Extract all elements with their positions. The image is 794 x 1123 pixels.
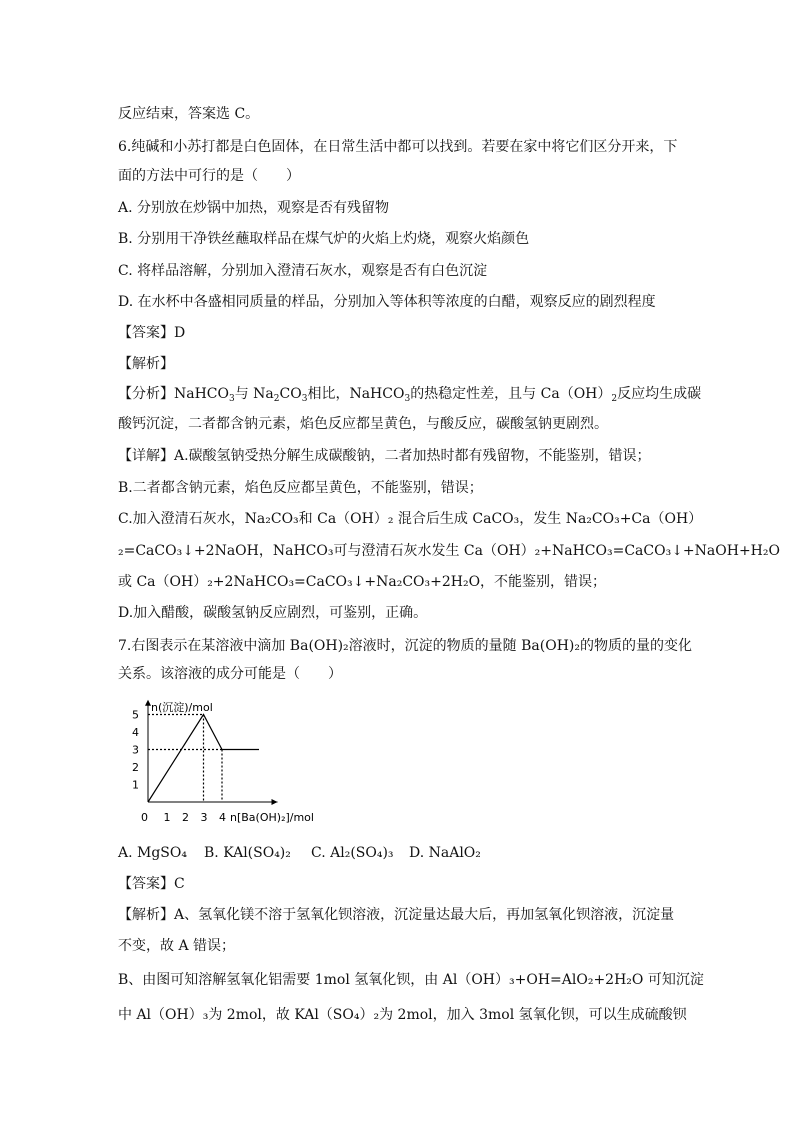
analysis-6-line-2: 酸钙沉淀，二者都含钠元素，焰色反应都呈黄色，与酸反应，碳酸氢钠更剧烈。 — [118, 416, 608, 432]
analysis-6-heading: 【解析】 — [118, 356, 174, 372]
detail-6-b: B.二者都含钠元素，焰色反应都呈黄色，不能鉴别，错误； — [118, 480, 483, 496]
option-7-c: C. Al₂(SO₄)₃ — [311, 845, 394, 861]
detail-6-c-cont-2: 或 Ca（OH）₂+2NaHCO₃=CaCO₃↓+Na₂CO₃+2H₂O，不能鉴别，错误； — [118, 574, 607, 590]
text-line: 反应结束，答案选 C。 — [118, 106, 260, 122]
x-tick-label: 3 — [200, 811, 208, 824]
option-7-a: A. MgSO₄ — [118, 845, 187, 861]
option-7-d: D. NaAlO₂ — [409, 845, 481, 861]
analysis-6-line-1: 【分析】NaHCO$_3$与 $Na_2CO_3$相比，NaHCO$_3$的热稳定性差，且与 $Ca(OH)_2$反应均生成碳 — [118, 386, 702, 404]
question-6-stem-cont: 面的方法中可行的是（ ） — [118, 168, 300, 184]
detail-6-d: D.加入醋酸，碳酸氢钠反应剧烈，可鉴别，正确。 — [118, 605, 428, 621]
y-axis-label: n(沉淀)/mol — [151, 701, 213, 714]
x-tick-label: 2 — [182, 811, 189, 824]
analysis-7-a: 【解析】A、氢氧化镁不溶于氢氧化钡溶液，沉淀量达最大后，再加氢氧化钡溶液，沉淀量 — [118, 907, 675, 923]
option-a: A. 分别放在炒锅中加热，观察是否有残留物 — [118, 200, 390, 216]
option-d: D. 在水杯中各盛相同质量的样品，分别加入等体积等浓度的白醋，观察反应的剧烈程度 — [118, 294, 656, 310]
y-tick-label: 5 — [132, 708, 139, 722]
y-tick-label: 1 — [132, 778, 139, 792]
detail-6-c: C.加入澄清石灰水，Na₂CO₃和 Ca（OH）₂ 混合后生成 CaCO₃，发生 Na₂CO₃+Ca（OH） — [118, 511, 703, 527]
x-tick-label: 1 — [163, 811, 171, 824]
option-7-b: B. KAl(SO₄)₂ — [204, 845, 291, 861]
option-c: C. 将样品溶解，分别加入澄清石灰水，观察是否有白色沉淀 — [118, 263, 488, 279]
question-6-stem: 6.纯碱和小苏打都是白色固体，在日常生活中都可以找到。若要在家中将它们区分开来，下 — [118, 139, 678, 155]
question-7-stem: 7.右图表示在某溶液中滴加 Ba(OH)₂溶液时，沉淀的物质的量随 Ba(OH)₂的物质的量的变化 — [118, 638, 692, 654]
answer-7: 【答案】C — [118, 876, 185, 892]
y-tick-label: 3 — [132, 743, 139, 757]
detail-6-c-cont: ₂=CaCO₃↓+2NaOH，NaHCO₃可与澄清石灰水发生 Ca（OH）₂+NaHCO₃=CaCO₃↓+NaOH+H₂O — [118, 543, 780, 559]
x-tick-label: 4 — [219, 811, 226, 824]
question-7-options — [118, 843, 481, 863]
y-tick-label: 2 — [132, 761, 139, 774]
analysis-7-a-cont: 不变，故 A 错误； — [118, 938, 236, 954]
answer-6: 【答案】D — [118, 325, 186, 341]
precipitate-chart — [118, 697, 348, 827]
x-tick-label: 0 — [141, 811, 148, 824]
analysis-7-b: B、由图可知溶解氢氧化铝需要 1mol 氢氧化钡，由 Al（OH）₃+OH=AlO₂+2H₂O 可知沉淀 — [118, 972, 704, 988]
analysis-7-b-cont: 中 Al（OH）₃为 2mol，故 KAl（SO₄）₂为 2mol，加入 3mol 氢氧化钡，可以生成硫酸钡 — [118, 1007, 687, 1023]
x-axis-arrow — [272, 799, 278, 805]
option-b: B. 分别用干净铁丝蘸取样品在煤气炉的火焰上灼烧，观察火焰颜色 — [118, 231, 530, 247]
x-axis-label: n[Ba(OH)₂]/mol — [230, 811, 314, 824]
detail-6-a: 【详解】A.碳酸氢钠受热分解生成碳酸钠，二者加热时都有残留物，不能鉴别，错误； — [118, 448, 651, 464]
y-tick-label: 4 — [132, 726, 139, 739]
question-7-stem-cont: 关系。该溶液的成分可能是（ ） — [118, 666, 342, 682]
